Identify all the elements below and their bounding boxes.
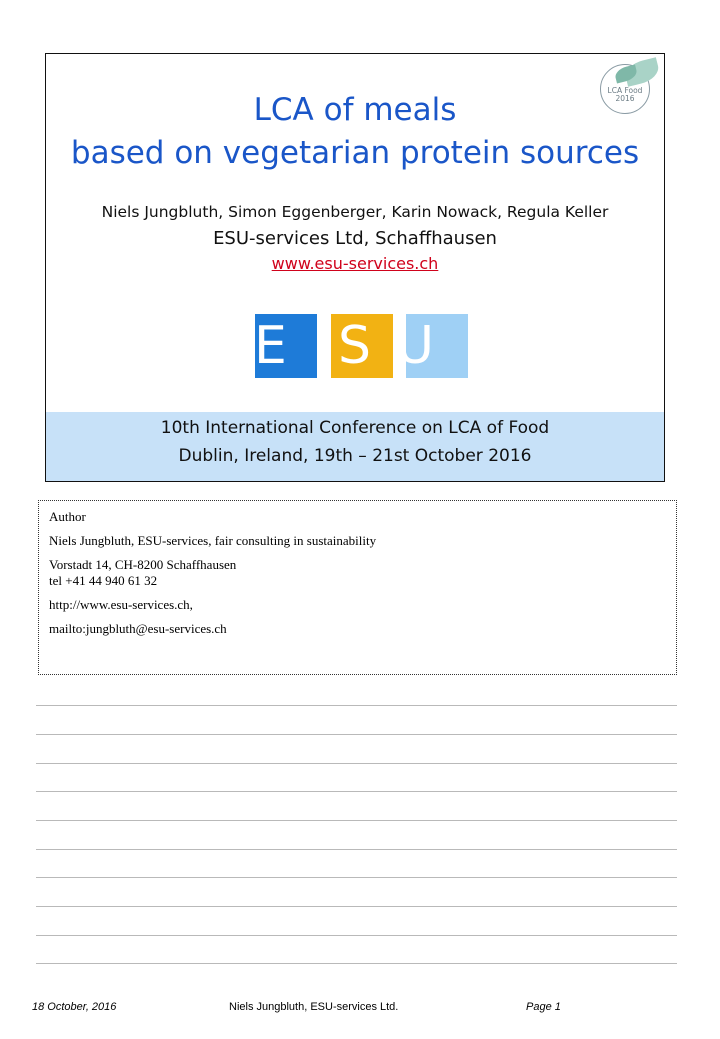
ruled-line	[36, 849, 677, 850]
slide-url-link[interactable]: www.esu-services.ch	[271, 254, 439, 273]
notes-heading: Author	[49, 509, 86, 524]
badge-line1: LCA Food	[607, 86, 643, 95]
slide-frame	[45, 53, 665, 482]
notes-website-link[interactable]: http://www.esu-services.ch,	[49, 597, 193, 612]
notes-phone-line: tel +41 44 940 61 32	[49, 573, 158, 588]
slide-title-line2: based on vegetarian protein sources	[70, 135, 640, 171]
slide-company: ESU-services Ltd, Schaffhausen	[213, 228, 497, 249]
footer-date: 18 October, 2016	[32, 1001, 117, 1013]
footer-page-number: Page 1	[526, 1001, 561, 1013]
ruled-line	[36, 705, 677, 706]
ruled-line	[36, 820, 677, 821]
notes-email-link[interactable]: mailto:jungbluth@esu-services.ch	[49, 621, 227, 636]
slide-authors: Niels Jungbluth, Simon Eggenberger, Karin Nowack, Regula Keller	[101, 203, 609, 221]
slide-title-line1: LCA of meals	[253, 92, 457, 128]
badge-line2: 2016	[615, 94, 635, 103]
notes-box	[38, 500, 677, 675]
esu-logo-letter-u: U	[396, 316, 435, 376]
ruled-line	[36, 963, 677, 964]
notes-address-line: Vorstadt 14, CH-8200 Schaffhausen	[49, 557, 237, 572]
esu-logo-letter-e: E	[254, 316, 287, 376]
notes-author-line: Niels Jungbluth, ESU-services, fair consulting in sustainability	[49, 533, 377, 548]
ruled-line	[36, 791, 677, 792]
conference-name: 10th International Conference on LCA of Food	[160, 418, 550, 438]
esu-logo-letter-s: S	[338, 316, 372, 376]
ruled-line	[36, 734, 677, 735]
conference-location-date: Dublin, Ireland, 19th – 21st October 2016	[178, 446, 532, 466]
ruled-line	[36, 935, 677, 936]
ruled-line	[36, 906, 677, 907]
ruled-line	[36, 877, 677, 878]
ruled-line	[36, 763, 677, 764]
footer-author: Niels Jungbluth, ESU-services Ltd.	[229, 1001, 399, 1013]
